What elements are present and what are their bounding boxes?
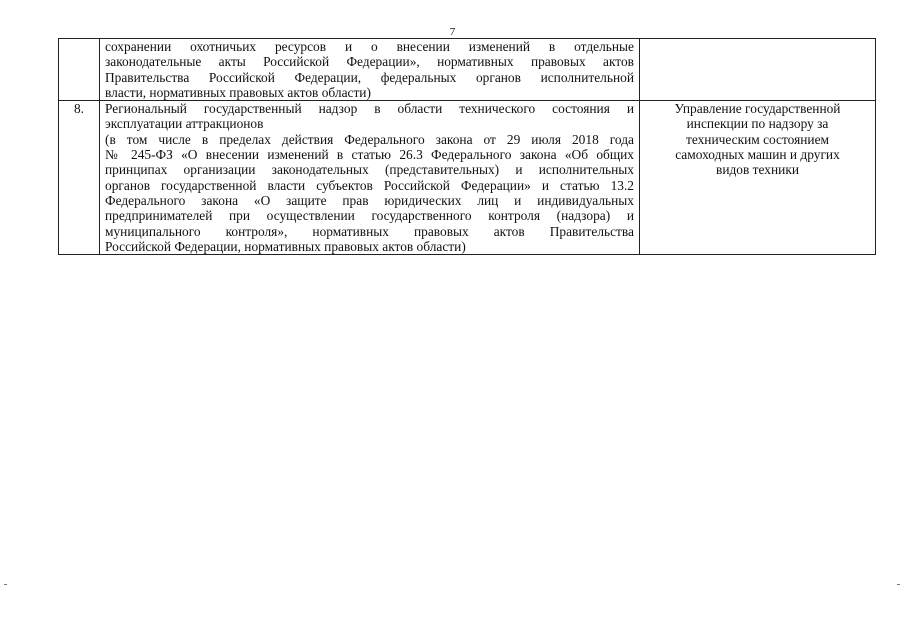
description-line: эксплуатации аттракционов [105, 116, 264, 132]
description-line: Региональный государственный надзор в области технического состояния и [105, 101, 634, 117]
description-line: сохранении охотничьих ресурсов и о внесении изменений в отдельные [105, 39, 634, 54]
scan-mark [4, 584, 7, 585]
row-description [100, 39, 640, 101]
description-line: власти, нормативных правовых актов области) [105, 84, 371, 100]
description-line: Правительства Российской Федерации, федеральных органов исполнительной [105, 69, 634, 85]
authority-line: инспекции по надзору за [686, 116, 829, 132]
description-line: законодательные акты Российской Федерации», нормативных правовых актов [105, 54, 634, 70]
row-number [59, 39, 100, 101]
row-number: 8. [59, 101, 100, 255]
row-authority [640, 39, 876, 101]
table-row [59, 39, 876, 101]
authority-line: самоходных машин и других [675, 147, 840, 163]
row-description [100, 101, 640, 255]
row-authority [640, 101, 876, 255]
description-line: Российской Федерации, нормативных правовых актов области) [105, 238, 466, 254]
page-number: 7 [449, 26, 456, 38]
scan-mark [897, 584, 900, 585]
description-line: (в том числе в пределах действия Федерального закона от 29 июля 2018 года [105, 131, 634, 147]
document-table [58, 38, 876, 255]
authority-line: Управление государственной [674, 101, 841, 117]
description-line: № 245-ФЗ «О внесении изменений в статью 26.3 Федерального закона «Об общих [105, 147, 634, 163]
authority-line: видов техники [716, 162, 799, 178]
description-line: муниципального контроля», нормативных правовых актов Правительства [105, 223, 634, 239]
description-line: Федерального закона «О защите прав юридических лиц и индивидуальных [105, 192, 634, 208]
authority-line: техническим состоянием [685, 131, 830, 147]
description-line: предпринимателей при осуществлении государственного контроля (надзора) и [105, 208, 634, 224]
description-line: органов государственной власти субъектов Российской Федерации» и статью 13.2 [105, 177, 634, 193]
table-row [59, 101, 876, 255]
description-line: принципах организации законодательных (представительных) и исполнительных [105, 162, 634, 178]
